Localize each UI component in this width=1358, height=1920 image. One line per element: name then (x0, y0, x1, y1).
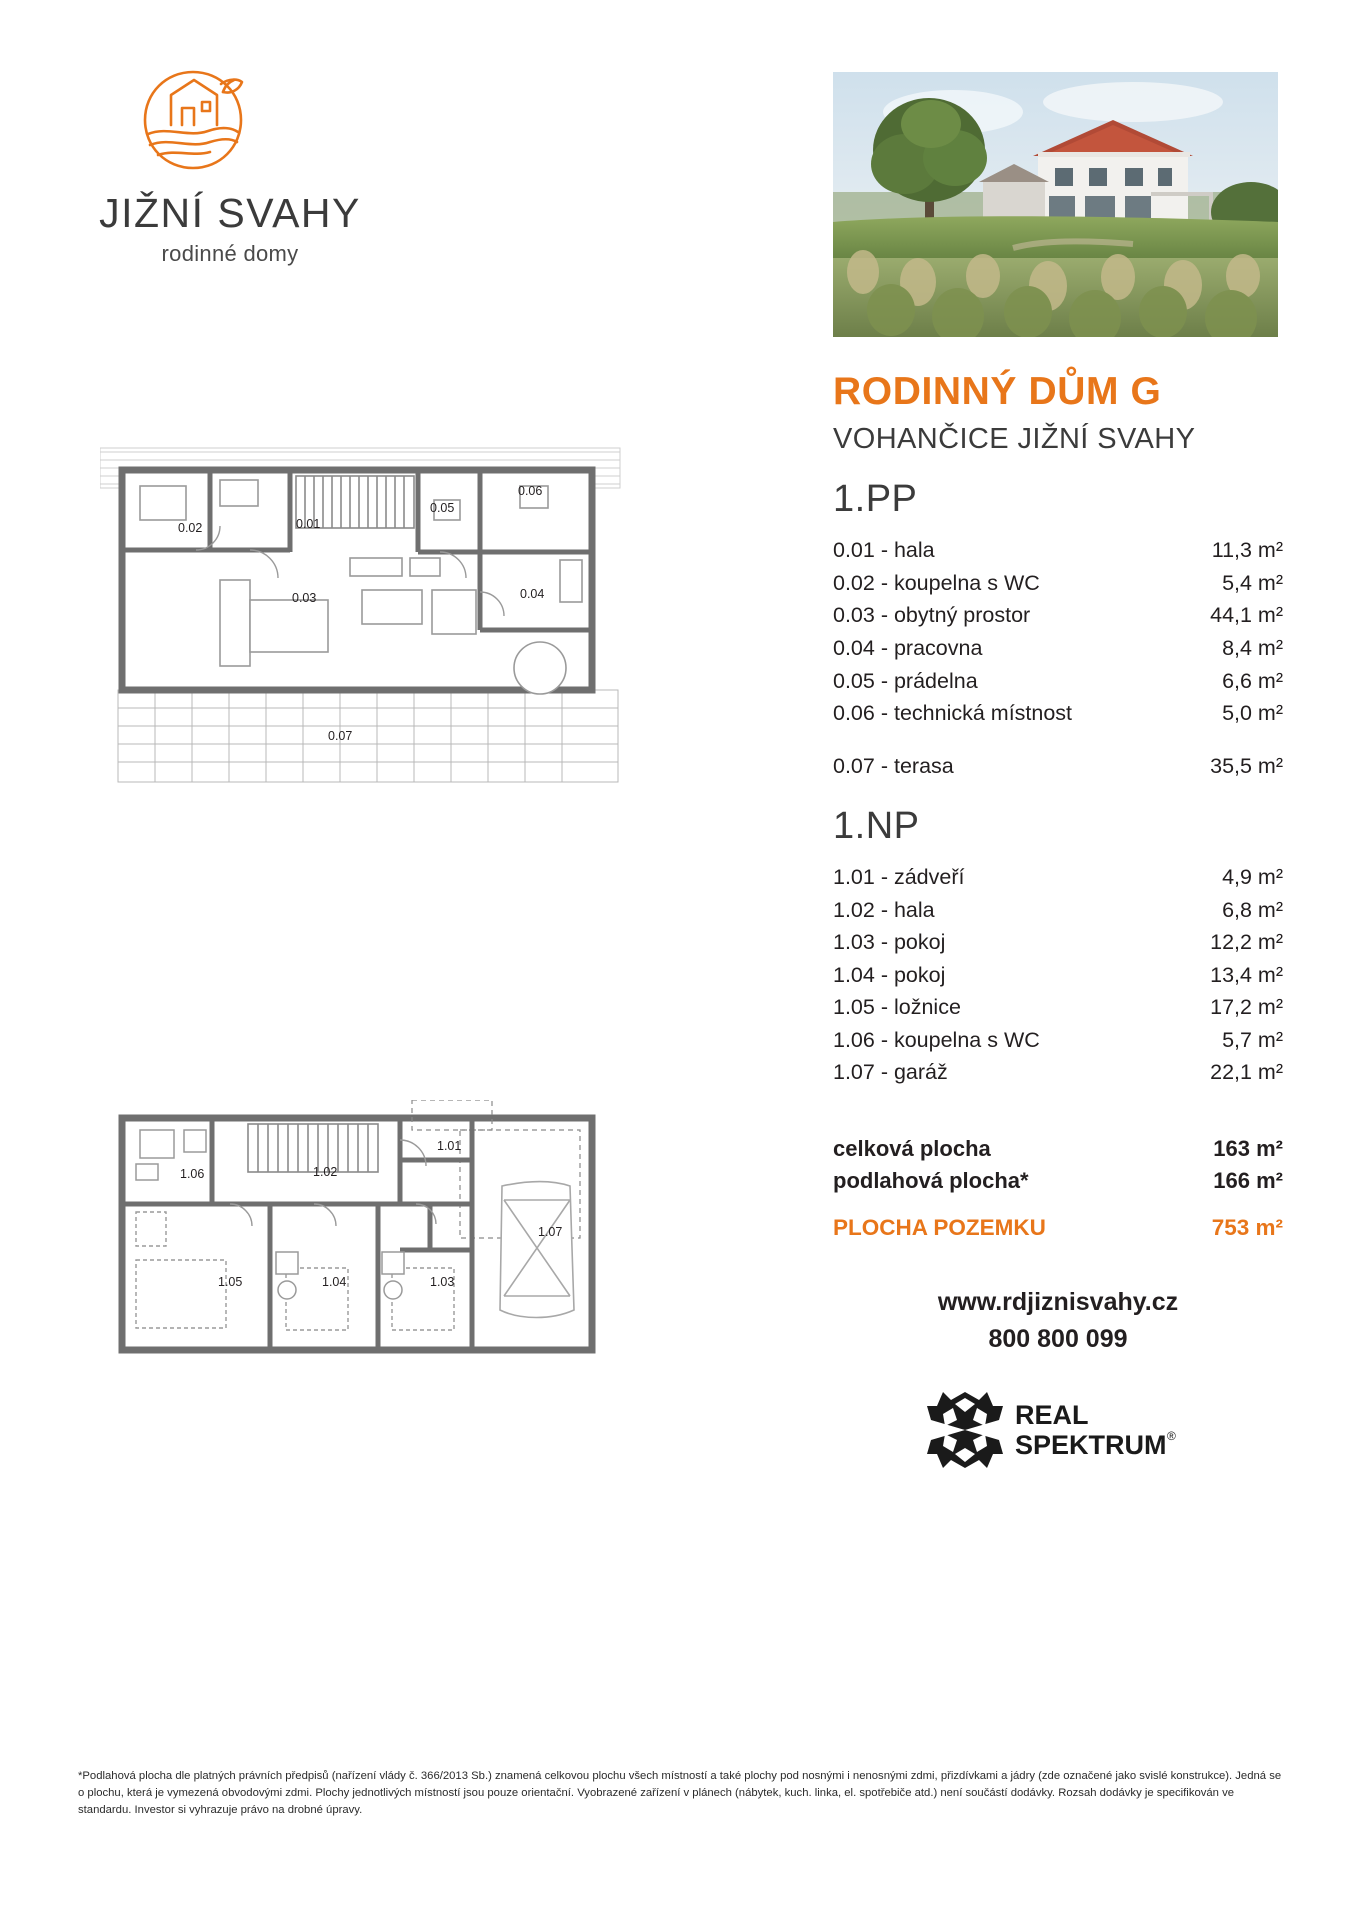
table-row (833, 1024, 1283, 1057)
house-render-photo (833, 72, 1278, 337)
plan-label: 0.06 (518, 484, 543, 498)
plan-label: 1.06 (180, 1167, 205, 1181)
total-value: 753 m² (1211, 1215, 1283, 1241)
room-area: 8,4 m² (1222, 635, 1283, 660)
room-code: 0.01 (833, 538, 875, 563)
floorplan-1pp (100, 440, 720, 840)
total-row-podlahova (833, 1165, 1283, 1197)
plan-label: 1.01 (437, 1139, 462, 1153)
room-label: - hala (880, 538, 935, 563)
room-area: 6,8 m² (1222, 897, 1283, 922)
brand-logo (80, 62, 500, 267)
contact-block (833, 1288, 1283, 1354)
plan-label: 0.01 (296, 517, 321, 531)
room-code: 1.05 (833, 995, 875, 1020)
table-row (833, 862, 1283, 895)
room-label: - terasa (880, 753, 954, 778)
plan-label: 1.02 (313, 1165, 338, 1179)
table-row (833, 959, 1283, 992)
brand-tagline: rodinné domy (161, 241, 299, 266)
agency-name-line2: SPEKTRUM (1015, 1430, 1167, 1461)
table-row (833, 698, 1283, 731)
room-label: - pokoj (880, 930, 946, 955)
total-label: celková plocha (833, 1136, 991, 1162)
room-label: - technická místnost (880, 701, 1073, 726)
registered-mark: ® (1167, 1429, 1176, 1444)
total-label: PLOCHA POZEMKU (833, 1215, 1046, 1241)
plan-label: 0.04 (520, 587, 545, 601)
room-area: 44,1 m² (1210, 603, 1283, 628)
page-subtitle: VOHANČICE JIŽNÍ SVAHY (833, 422, 1196, 455)
table-row (833, 567, 1283, 600)
room-area: 22,1 m² (1210, 1060, 1283, 1085)
plan-label: 0.05 (430, 501, 455, 515)
room-label: - hala (880, 897, 935, 922)
room-code: 1.07 (833, 1060, 875, 1085)
brand-name: JIŽNÍ SVAHY (99, 190, 361, 236)
phone-number[interactable]: 800 800 099 (988, 1325, 1128, 1354)
plan-label: 1.07 (538, 1225, 563, 1239)
total-label: podlahová plocha* (833, 1168, 1029, 1194)
room-area: 35,5 m² (1210, 753, 1283, 778)
room-label: - garáž (880, 1060, 948, 1085)
room-area: 13,4 m² (1210, 962, 1283, 987)
room-code: 1.02 (833, 897, 875, 922)
room-code: 1.06 (833, 1027, 875, 1052)
plan-label: 0.07 (328, 729, 353, 743)
totals-table (833, 1133, 1283, 1244)
room-code: 1.03 (833, 930, 875, 955)
total-value: 166 m² (1213, 1168, 1283, 1194)
room-table-1pp (833, 535, 1283, 783)
table-row (833, 535, 1283, 568)
floorplan-1np (100, 1100, 720, 1440)
room-area: 5,7 m² (1222, 1027, 1283, 1052)
info-column (833, 372, 1283, 1472)
total-row-celkova (833, 1133, 1283, 1165)
table-row (833, 1057, 1283, 1090)
room-table-1np (833, 862, 1283, 1090)
room-code: 0.04 (833, 635, 875, 660)
plan-label: 0.03 (292, 591, 317, 605)
room-label: - pokoj (880, 962, 946, 987)
floor-heading-1pp: 1.PP (833, 477, 918, 520)
room-area: 17,2 m² (1210, 995, 1283, 1020)
room-code: 1.04 (833, 962, 875, 987)
plan-label: 1.03 (430, 1275, 455, 1289)
website-link[interactable]: www.rdjiznisvahy.cz (937, 1288, 1179, 1317)
room-label: - pracovna (880, 635, 983, 660)
table-row (833, 894, 1283, 927)
table-row (833, 927, 1283, 960)
table-row (833, 665, 1283, 698)
room-area: 6,6 m² (1222, 668, 1283, 693)
room-label: - prádelna (880, 668, 978, 693)
table-row (833, 992, 1283, 1025)
legal-footnote: *Podlahová plocha dle platných právních předpisů (nařízení vlády č. 366/2013 Sb.) znamená celkovou plochu všech místností a také plochy pod nosnými i nenosnými zdmi, přizdívkami a jádry (zde označené jako svislé konstrukce). Jedná se o plochu, která je vymezená obvodovými zdmi. Plochy jednotlivých místností jsou pouze orientační. Vyobrazené zařízení v plánech (nábytek, kuch. linka, el. spotřebiče atd.) není součástí dodávky. Rozsah dodávky je specifikován ve standardu. Investor si vyhrazuje právo na drobné úpravy. (78, 1770, 1282, 1816)
house-in-circle-icon (128, 62, 258, 180)
agency-name-line1: REAL (1015, 1400, 1089, 1431)
total-row-pozemek (833, 1197, 1283, 1244)
room-code: 0.05 (833, 668, 875, 693)
realspektrum-logo (833, 1388, 1283, 1472)
table-row (833, 632, 1283, 665)
room-label: - zádveří (880, 865, 965, 890)
total-value: 163 m² (1213, 1136, 1283, 1162)
plan-label: 1.05 (218, 1275, 243, 1289)
plan-label: 0.02 (178, 521, 203, 535)
room-code: 0.02 (833, 570, 875, 595)
room-area: 11,3 m² (1211, 538, 1283, 563)
page-title: RODINNÝ DŮM G (833, 370, 1162, 413)
room-label: - ložnice (880, 995, 961, 1020)
floor-heading-1np: 1.NP (833, 804, 920, 847)
table-row (833, 750, 1283, 783)
room-area: 5,4 m² (1222, 570, 1283, 595)
room-code: 1.01 (833, 865, 875, 890)
room-area: 4,9 m² (1222, 865, 1283, 890)
room-code: 0.07 (833, 753, 875, 778)
table-row (833, 600, 1283, 633)
room-area: 5,0 m² (1222, 701, 1283, 726)
room-label: - koupelna s WC (880, 1027, 1040, 1052)
room-code: 0.03 (833, 603, 875, 628)
room-area: 12,2 m² (1210, 930, 1283, 955)
room-label: - koupelna s WC (880, 570, 1040, 595)
room-label: - obytný prostor (880, 603, 1031, 628)
plan-label: 1.04 (322, 1275, 347, 1289)
room-code: 0.06 (833, 701, 875, 726)
